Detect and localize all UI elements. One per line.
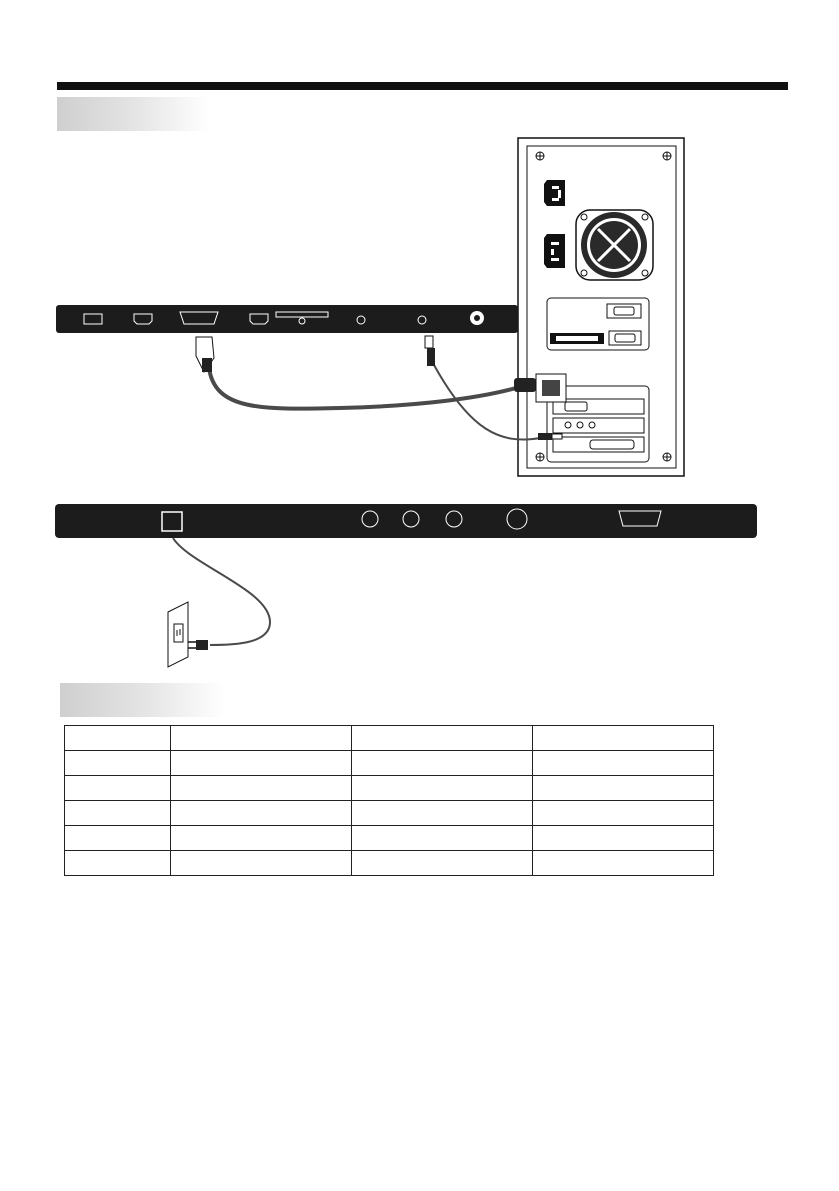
table-row	[65, 751, 714, 776]
tv-bottom-panel	[55, 504, 757, 538]
table-cell	[171, 826, 352, 851]
screw-icon	[663, 152, 671, 160]
table-cell	[65, 801, 171, 826]
table-cell	[533, 751, 714, 776]
table-cell	[352, 801, 533, 826]
table-cell	[171, 726, 352, 751]
audio-plug-icon	[425, 336, 433, 348]
table-cell	[533, 826, 714, 851]
screw-icon	[536, 453, 544, 461]
power-socket-icon	[544, 234, 565, 268]
table-cell	[171, 776, 352, 801]
header-rule	[57, 82, 788, 90]
table-row	[65, 826, 714, 851]
audio-plug-icon	[538, 433, 552, 440]
table-cell	[65, 826, 171, 851]
table-cell	[65, 751, 171, 776]
table-cell	[533, 776, 714, 801]
audio-jack-icon	[589, 422, 595, 428]
tv-side-panel	[56, 305, 518, 333]
screw-icon	[663, 453, 671, 461]
table-cell	[65, 726, 171, 751]
table-cell	[352, 776, 533, 801]
vga-plug-icon	[514, 378, 536, 392]
table-cell	[352, 826, 533, 851]
table-cell	[65, 851, 171, 876]
table-row	[65, 776, 714, 801]
table-row	[65, 801, 714, 826]
table-cell	[65, 776, 171, 801]
wall-outlet-icon	[168, 602, 188, 667]
table-cell	[171, 751, 352, 776]
table-cell	[352, 851, 533, 876]
table-cell	[533, 726, 714, 751]
audio-jack-icon	[565, 422, 571, 428]
section-tab-connection	[57, 97, 209, 131]
table-cell	[533, 801, 714, 826]
table-row	[65, 851, 714, 876]
audio-jack-icon	[577, 422, 583, 428]
table-cell	[171, 801, 352, 826]
pc-rear-panel	[518, 138, 684, 476]
table-cell	[171, 851, 352, 876]
table-cell	[352, 751, 533, 776]
power-plug-icon	[196, 640, 208, 650]
table-cell	[352, 726, 533, 751]
table-row	[65, 726, 714, 751]
screw-icon	[536, 152, 544, 160]
power-socket-icon	[544, 180, 565, 206]
timing-table	[64, 725, 714, 876]
fan-icon	[576, 210, 653, 280]
vga-cable	[196, 337, 566, 409]
table-cell	[533, 851, 714, 876]
section-tab-timing	[60, 683, 225, 717]
io-panel	[547, 298, 649, 350]
